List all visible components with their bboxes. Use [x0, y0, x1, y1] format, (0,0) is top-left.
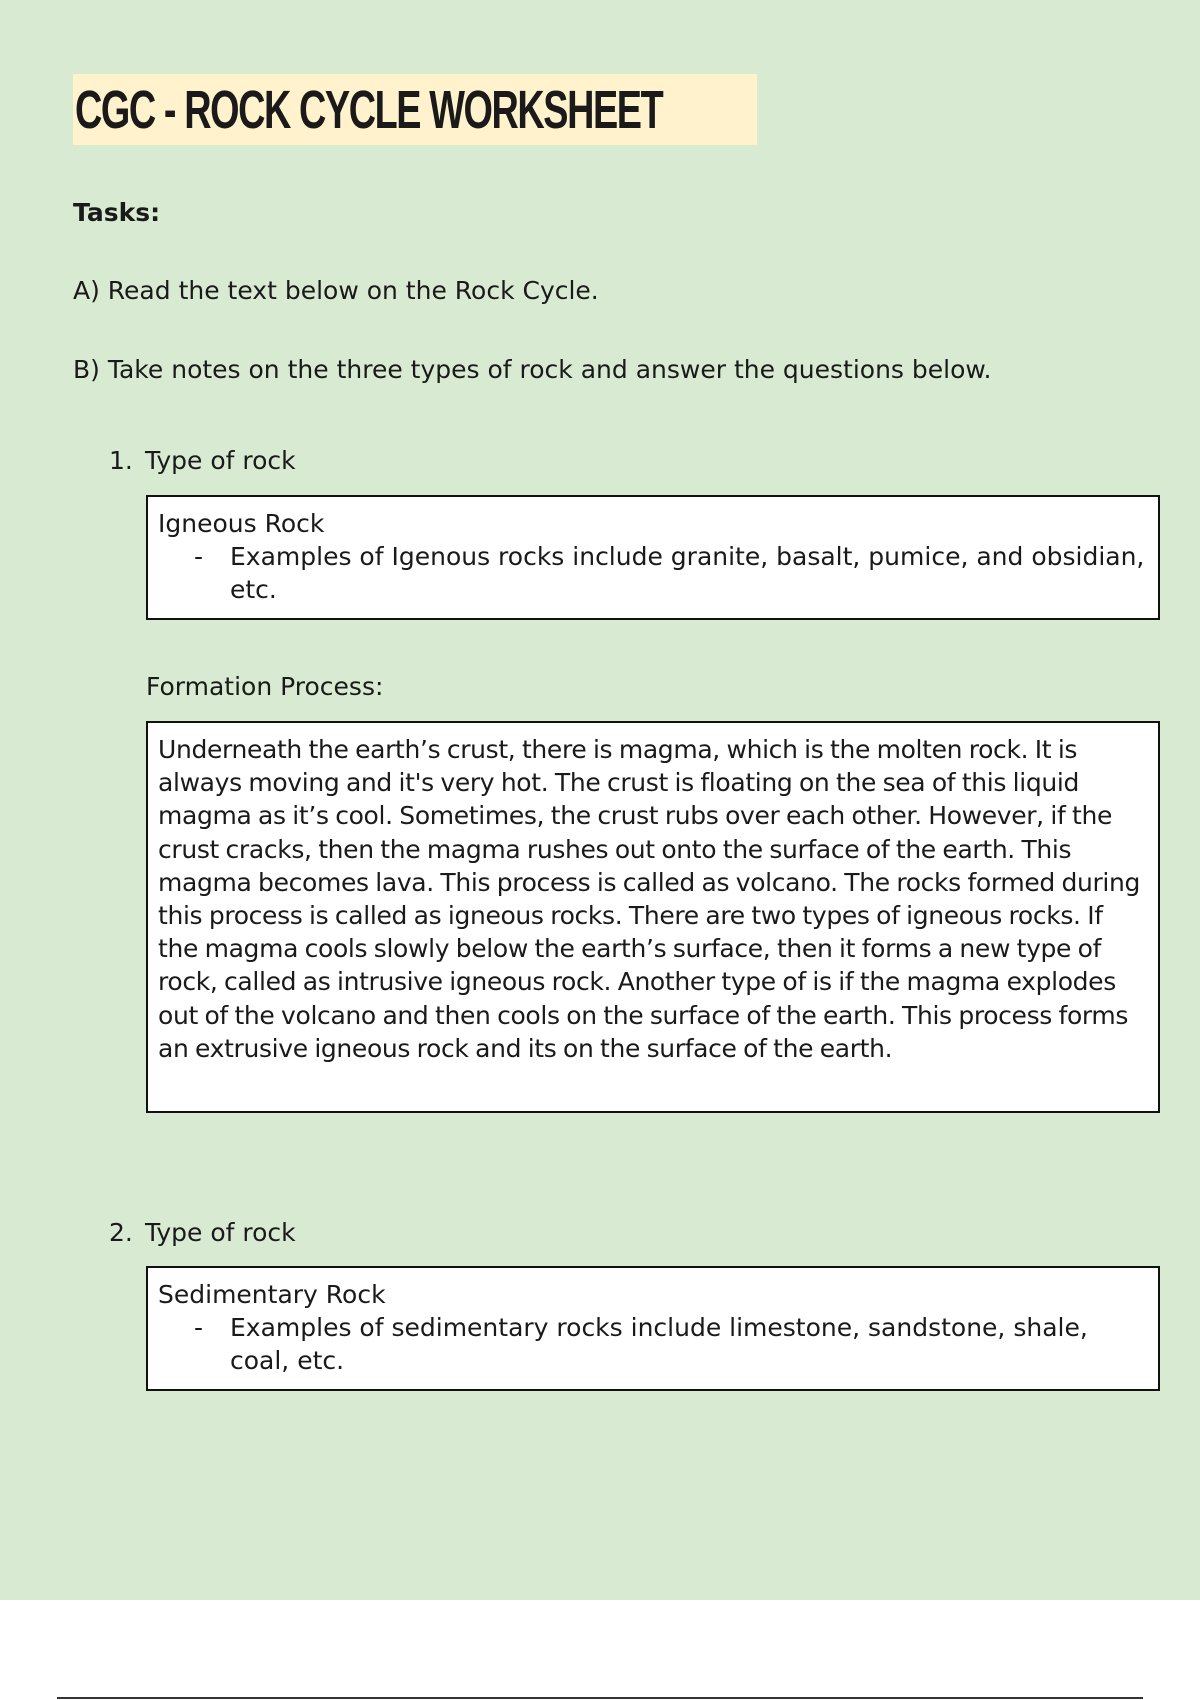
list-number: 1. [109, 446, 133, 475]
rock-name: Igneous Rock [158, 509, 325, 538]
list-item-2-label [109, 1216, 296, 1250]
example-text: Examples of sedimentary rocks include limestone, sandstone, shale, coal, etc. [230, 1313, 1088, 1375]
formation-process-text: Underneath the earth’s crust, there is magma, which is the molten rock. It is always moving and it's very hot. The crust is floating on the sea of this liquid magma as it’s cool. Sometimes, the crust rubs over each other. However, if the crust cracks, then the magma rushes out onto the surface of the earth. This magma becomes lava. This process is called as volcano. The rocks formed during this process is called as igneous rocks. There are two types of igneous rocks. If the magma cools slowly below the earth’s surface, then it forms a new type of rock, called as intrusive igneous rock. Another type of is if the magma explodes out of the volcano and then cools on the surface of the earth. This process forms an extrusive igneous rock and its on the surface of the earth. [158, 735, 1141, 1063]
task-a: A) Read the text below on the Rock Cycle. [73, 276, 599, 305]
example-bullet [158, 540, 1148, 606]
example-text: Examples of Igenous rocks include granite, basalt, pumice, and obsidian, etc. [230, 542, 1145, 604]
list-item-text: Type of rock [145, 446, 296, 475]
dash-bullet: - [194, 1313, 204, 1342]
dash-bullet: - [194, 542, 204, 571]
rock-type-answer-box-2[interactable] [146, 1266, 1160, 1391]
title-highlight [73, 74, 757, 145]
list-number: 2. [109, 1218, 133, 1247]
list-item-1-label [109, 444, 296, 478]
task-b: B) Take notes on the three types of rock and answer the questions below. [73, 355, 992, 384]
formation-process-answer-box[interactable] [146, 721, 1160, 1113]
rock-type-answer-box-1[interactable] [146, 495, 1160, 620]
example-bullet [158, 1311, 1148, 1377]
rock-name: Sedimentary Rock [158, 1280, 386, 1309]
page-divider [57, 1697, 1143, 1699]
page-title: CGC - ROCK CYCLE WORKSHEET [75, 79, 663, 140]
list-item-text: Type of rock [145, 1218, 296, 1247]
tasks-heading: Tasks: [73, 198, 161, 227]
formation-process-label: Formation Process: [146, 672, 384, 701]
